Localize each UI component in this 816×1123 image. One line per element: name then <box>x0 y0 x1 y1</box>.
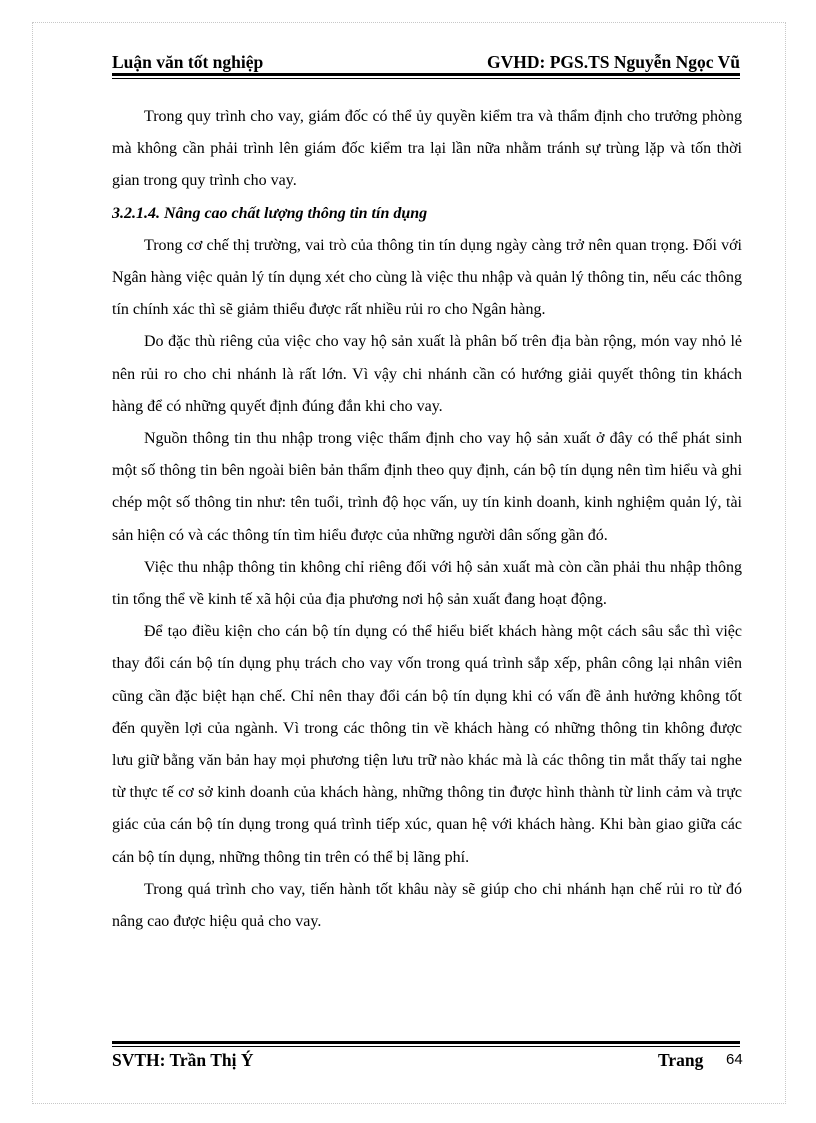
paragraph-1: Trong quy trình cho vay, giám đốc có thể ủy quyền kiểm tra và thẩm định cho trưởng phòng mà không cần phải trình lên giám đốc kiểm tra lại lần nữa nhằm tránh sự trùng lặp và tốn thời gian trong quy trình cho vay. <box>112 108 742 190</box>
paragraph-2: Trong cơ chế thị trường, vai trò của thông tin tín dụng ngày càng trở nên quan trọng. Đối với Ngân hàng việc quản lý tín dụng xét cho cùng là việc thu nhập và quản lý thông tin, nếu các thông tín chính xác thì sẽ giảm thiểu được rất nhiều rủi ro cho Ngân hàng. <box>112 236 742 319</box>
header-rule-thick <box>112 73 740 76</box>
footer-rule-thick <box>112 1041 740 1044</box>
footer-page-number: 64 <box>726 1051 743 1068</box>
footer-student: SVTH: Trần Thị Ý <box>112 1050 254 1070</box>
section-heading: 3.2.1.4. Nâng cao chất lượng thông tin tín dụng <box>112 204 428 222</box>
paragraph-3: Do đặc thù riêng của việc cho vay hộ sản xuất là phân bố trên địa bàn rộng, món vay nhỏ lẻ nên rủi ro cho chi nhánh là rất lớn. Vì vậy chi nhánh cần có hướng giải quyết thông tin khách hàng để có những quyết định đúng đắn khi cho vay. <box>112 333 742 415</box>
paragraph-7: Trong quá trình cho vay, tiến hành tốt khâu này sẽ giúp cho chi nhánh hạn chế rủi ro từ đó nâng cao được hiệu quả cho vay. <box>112 880 742 931</box>
header-advisor: GVHD: PGS.TS Nguyễn Ngọc Vũ <box>487 52 740 72</box>
footer-page-label: Trang <box>658 1050 704 1070</box>
page-header <box>112 52 740 74</box>
header-rule-thin <box>112 78 740 79</box>
page-footer <box>112 1050 742 1074</box>
header-thesis-title: Luận văn tốt nghiệp <box>112 52 264 72</box>
paragraph-4: Nguồn thông tin thu nhập trong việc thẩm định cho vay hộ sản xuất ở đây có thể phát sinh một số thông tin bên ngoài biên bản thẩm định theo quy định, cán bộ tín dụng nên tìm hiểu và ghi chép một số thông tin như: tên tuổi, trình độ học vấn, uy tín kinh doanh, kinh nghiệm quản lý, tài sản hiện có và các thông tín tìm hiểu được của những người dân sống gần đó. <box>112 430 742 544</box>
paragraph-5: Việc thu nhập thông tin không chỉ riêng đối với hộ sản xuất mà còn cần phải thu nhập thông tin tổng thể về kinh tế xã hội của địa phương nơi hộ sản xuất đang hoạt động. <box>112 558 742 609</box>
paragraph-6: Để tạo điều kiện cho cán bộ tín dụng có thể hiểu biết khách hàng một cách sâu sắc thì việc thay đổi cán bộ tín dụng phụ trách cho vay vốn trong quá trình sắp xếp, phân công lại nhân viên cũng cần đặc biệt hạn chế. Chỉ nên thay đổi cán bộ tín dụng khi có vấn đề ảnh hưởng không tốt đến quyền lợi của ngành. Vì trong các thông tin về khách hàng có những thông tin không được lưu giữ bằng văn bản hay mọi phương tiện lưu trữ nào khác mà là các thông tin mắt thấy tai nghe từ thực tế cơ sở kinh doanh của khách hàng, những thông tin được hình thành từ linh cảm và trực giác của cán bộ tín dụng trong quá trình tiếp xúc, quan hệ với khách hàng. Khi bàn giao giữa các cán bộ tín dụng, những thông tin trên có thể bị lãng phí. <box>112 623 742 866</box>
page-body <box>112 101 742 938</box>
footer-rule-thin <box>112 1046 740 1047</box>
